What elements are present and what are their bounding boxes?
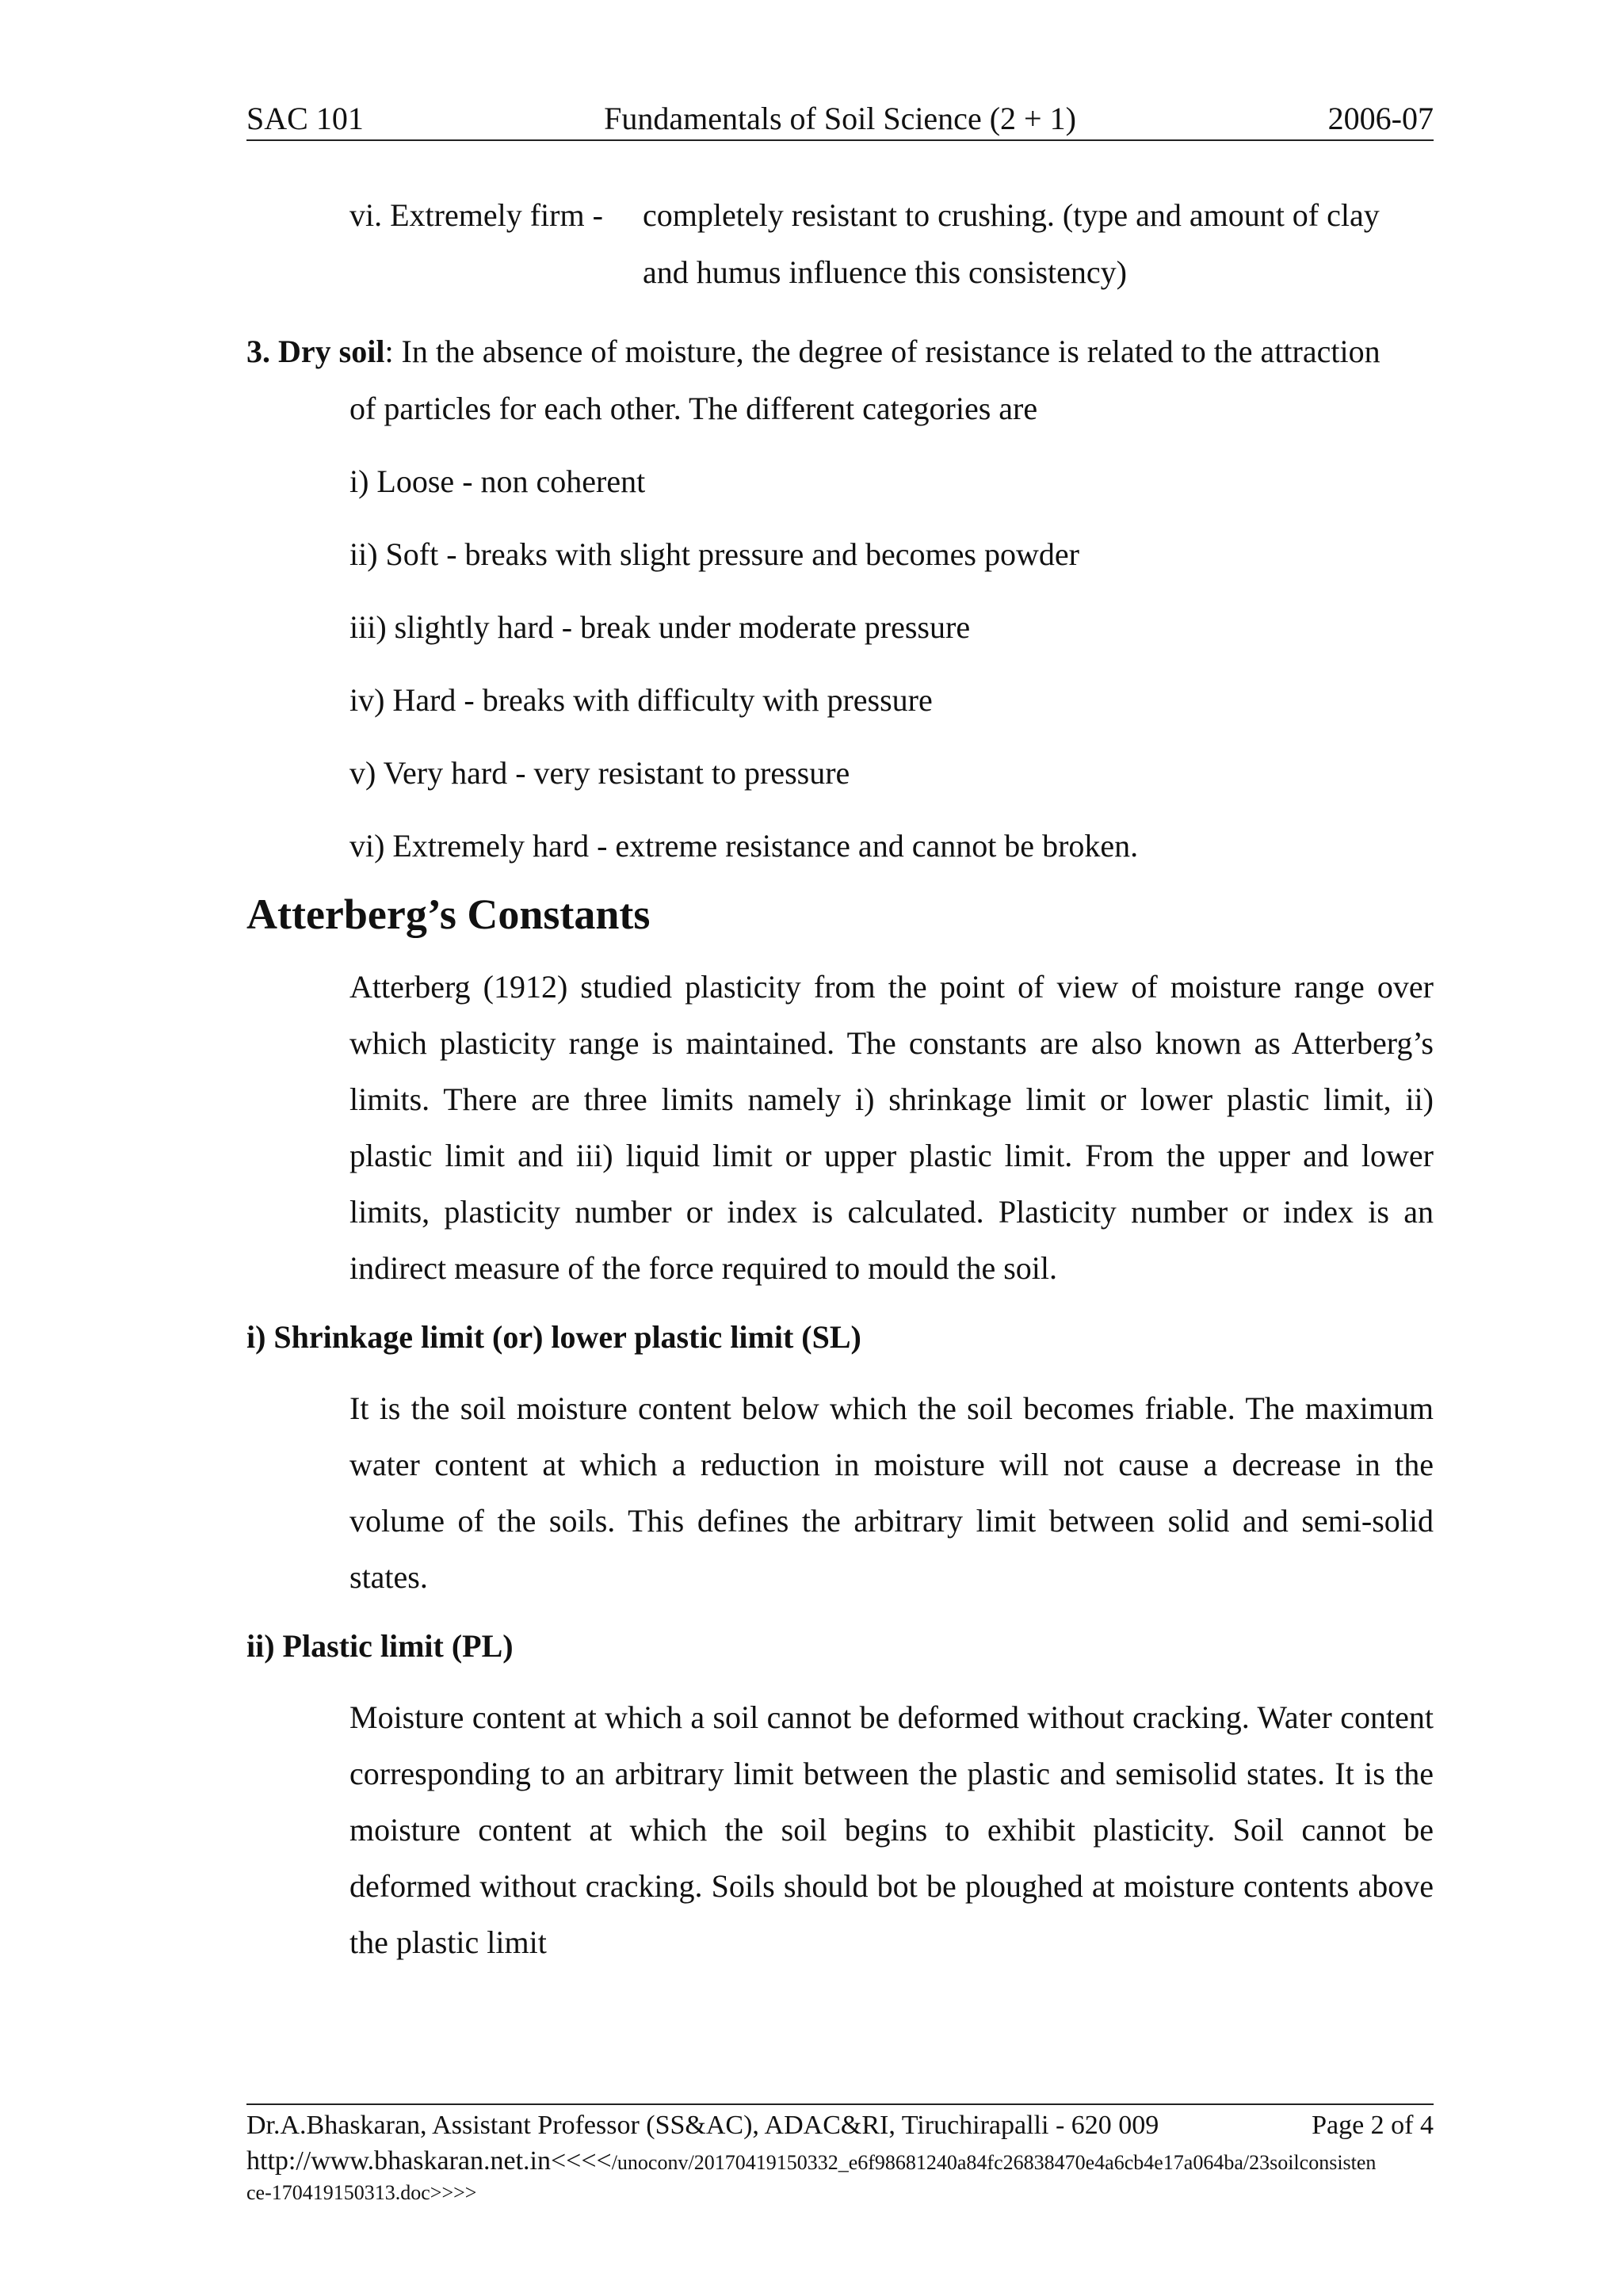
plastic-limit-paragraph: Moisture content at which a soil cannot be deformed without cracking. Water content corresponding to an arbitrary limit between the plastic and semisolid states. It is the moisture content at which the soil begins to exhibit plasticity. Soil cannot be deformed without cracking. Soils should bot be ploughed at moisture contents above the plastic limit [349,1699,1434,1960]
dry-soil-item: iv) Hard - breaks with difficulty with pressure [349,682,933,718]
dry-soil-intro: 3. Dry soil: In the absence of moisture, the degree of resistance is related to the attraction of particles for each other. The different categories are [246,334,1381,426]
footer-file-path-continued: ce-170419150313.doc>>>> [246,2181,477,2204]
atterberg-paragraph: Atterberg (1912) studied plasticity from the point of view of moisture range over which plasticity range is maintained. The constants are also known as Atterberg’s limits. There are three limits namely i) shrinkage limit or lower plastic limit, ii) plastic limit and iii) liquid limit or upper plastic limit. From the upper and lower limits, plasticity number or index is calculated. Plasticity number or index is an indirect measure of the force required to mould the soil. [349,969,1434,1286]
extremely-firm-item [246,187,1434,301]
footer-url: http://www.bhaskaran.net.in<<<< [246,2146,612,2176]
section-heading-atterberg: Atterberg’s Constants [246,891,651,938]
dry-soil-item: v) Very hard - very resistant to pressure [349,755,850,791]
page-header [246,98,1434,141]
dry-soil-item: iii) slightly hard - break under moderate pressure [349,609,971,645]
dry-soil-item: ii) Soft - breaks with slight pressure and becomes powder [349,536,1079,572]
header-year: 2006-07 [1327,101,1434,136]
footer-author: Dr.A.Bhaskaran, Assistant Professor (SS&AC), ADAC&RI, Tiruchirapalli - 620 009 [246,2111,1159,2140]
page-content [246,187,1434,1970]
shrinkage-limit-heading: i) Shrinkage limit (or) lower plastic limit (SL) [246,1319,861,1355]
shrinkage-limit-paragraph: It is the soil moisture content below which the soil becomes friable. The maximum water content at which a reduction in moisture will not cause a decrease in the volume of the soils. This defines the arbitrary limit between solid and semi-solid states. [349,1390,1434,1595]
footer-url-line [246,2145,1434,2179]
extremely-firm-description: completely resistant to crushing. (type and amount of clay and humus influence this consistency) [643,197,1380,290]
page-footer [246,2103,1434,2207]
header-course-code: SAC 101 [246,101,364,136]
dry-soil-item: i) Loose - non coherent [349,463,646,499]
footer-file-path: /unoconv/20170419150332_e6f98681240a84fc26838470e4a6cb4e17a064ba/23soilconsisten [611,2151,1377,2174]
footer-page-number: Page 2 of 4 [1312,2111,1434,2140]
plastic-limit-heading: ii) Plastic limit (PL) [246,1628,514,1664]
dry-soil-item: vi) Extremely hard - extreme resistance and cannot be broken. [349,828,1139,864]
header-course-title: Fundamentals of Soil Science (2 + 1) [604,101,1076,136]
extremely-firm-term: vi. Extremely firm - [349,197,603,233]
dry-soil-label: 3. Dry soil [246,334,385,369]
